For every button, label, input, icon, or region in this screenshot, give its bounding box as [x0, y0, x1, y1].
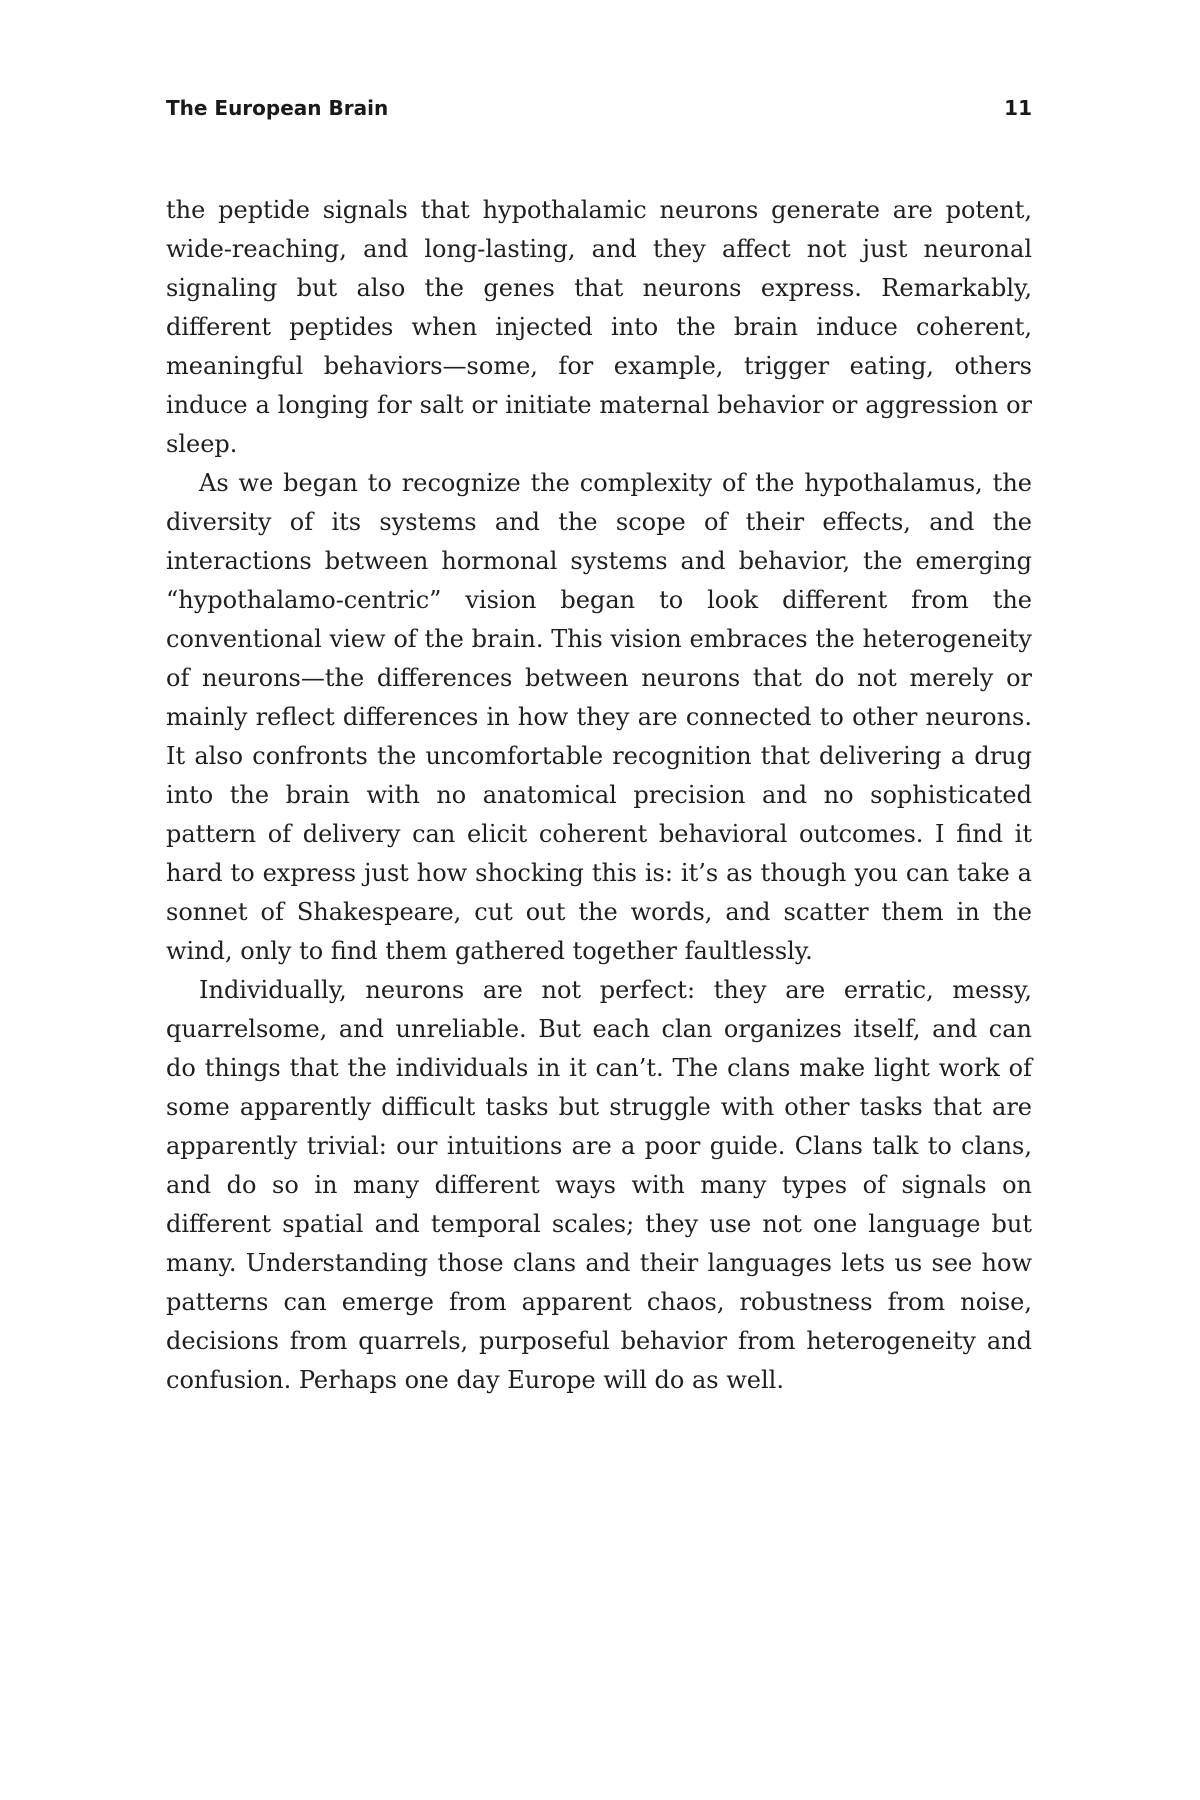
paragraph-2: As we began to recognize the complexity of the hypothalamus, the diversity of its systems and the scope of their effects, and the interactions between hormonal systems and behavior, the emerging “hypothalamo-centric” vision began to look different from the conventional view of the brain. This vision embraces the heterogeneity of neurons—the differences between neurons that do not merely or mainly reflect differences in how they are connected to other neurons. It also confronts the uncomfortable recognition that delivering a drug into the brain with no anatomical precision and no sophisticated pattern of delivery can elicit coherent behavioral outcomes. I find it hard to express just how shocking this is: it’s as though you can take a sonnet of Shakespeare, cut out the words, and scatter them in the wind, only to find them gathered together faultlessly. [166, 469, 1032, 965]
book-page [166, 0, 1032, 1800]
paragraph-3: Individually, neurons are not perfect: they are erratic, messy, quarrelsome, and unreliable. But each clan organizes itself, and can do things that the individuals in it can’t. The clans make light work of some apparently difficult tasks but struggle with other tasks that are apparently trivial: our intuitions are a poor guide. Clans talk to clans, and do so in many different ways with many types of signals on different spatial and temporal scales; they use not one language but many. Understanding those clans and their languages lets us see how patterns can emerge from apparent chaos, robustness from noise, decisions from quarrels, purposeful behavior from heterogeneity and confusion. Perhaps one day Europe will do as well. [166, 976, 1032, 1394]
running-head [166, 96, 1032, 122]
page-number: 11 [1004, 96, 1032, 120]
running-title: The European Brain [166, 96, 389, 120]
paragraph-1: the peptide signals that hypothalamic neurons generate are potent, wide-reaching, and long-lasting, and they affect not just neuronal signaling but also the genes that neurons express. Remarkably, different peptides when injected into the brain induce coherent, meaningful behaviors—some, for example, trigger eating, others induce a longing for salt or initiate maternal behavior or aggression or sleep. [166, 196, 1032, 458]
body-text [166, 191, 1032, 1400]
